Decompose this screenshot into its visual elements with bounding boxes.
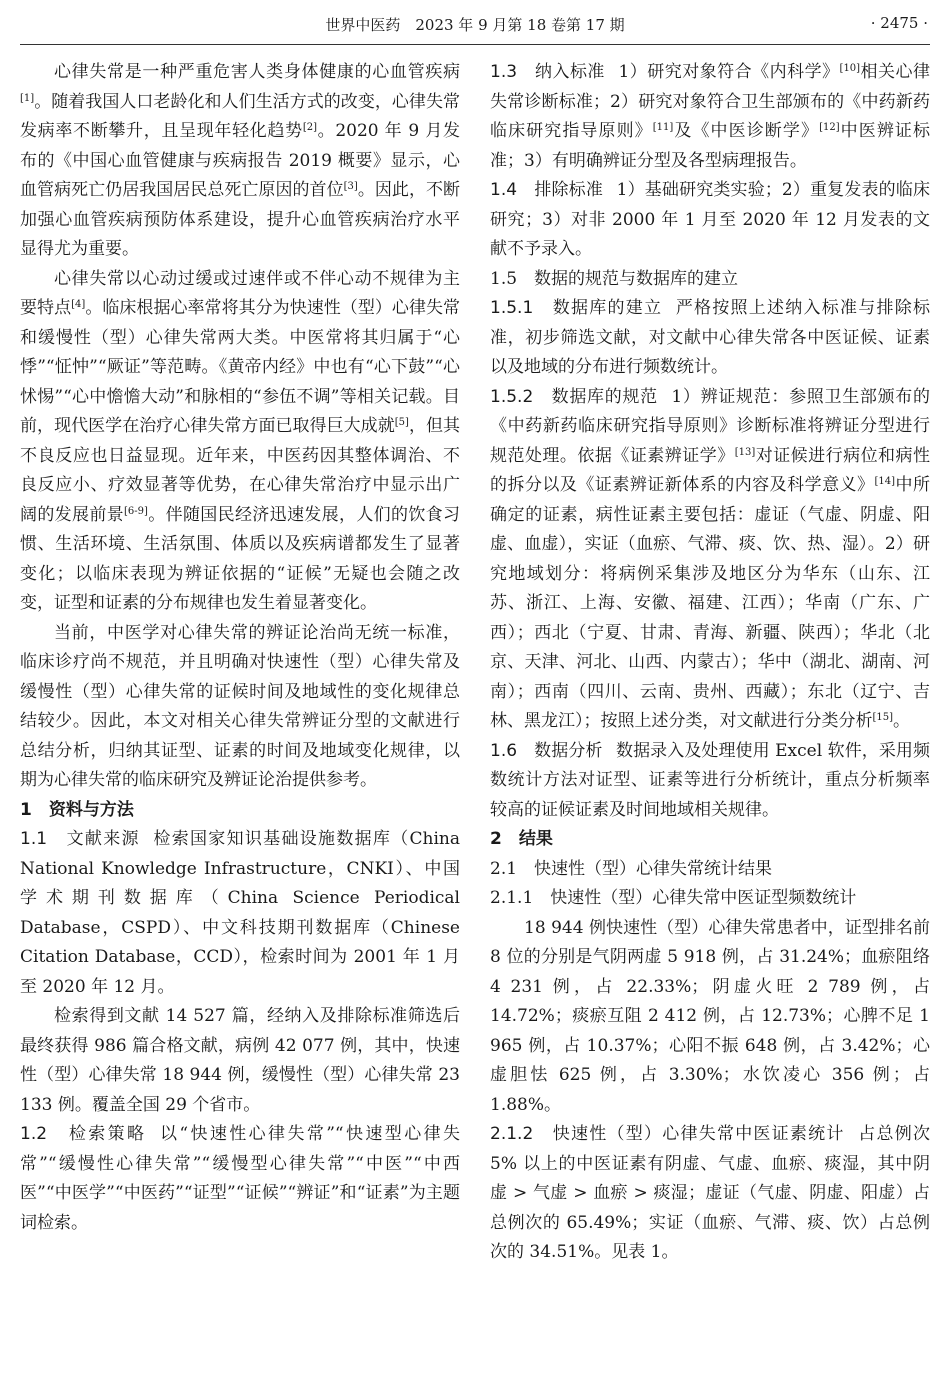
subsection-data-analysis: 1.6 数据分析 数据录入及处理使用 Excel 软件，采用频数统计方法对证型、证素等进行分析统计，重点分析频率较高的证候证素及时间地域相关规律。 [490,740,930,820]
subsection-heading: 1.5.1 数据库的建立 [490,298,663,318]
header-rule [20,44,930,45]
subsection-heading: 1.4 排除标准 [490,180,604,200]
journal-title: 世界中医药 2023 年 9 月第 18 卷第 17 期 [325,16,625,34]
section-heading-methods: 1 资料与方法 [20,799,134,820]
citation[interactable]: [12] [819,122,840,133]
citation[interactable]: [10] [839,63,861,74]
page-number: · 2475 · [870,14,928,32]
syndrome-frequency-paragraph: 18 944 例快速性（型）心律失常患者中，证型排名前 8 位的分别是气阴两虚 5 918 例，占 31.24%；血瘀阻络 4 231 例，占 22.33%；阴虚火旺 2 789 例，占 14.72%；痰瘀互阻 2 412 例，占 12.73%；心脾不足 1 965 例，占 10.37%；心阳不振 648 例，占 3.42%；心虚胆怯 625 例，占 3.30%；水饮凌心 356 例；占 1.88%。 [490,917,930,1115]
subsection-heading: 1.1 文献来源 [20,829,140,849]
intro-paragraph-1: 心律失常是一种严重危害人类身体健康的心血管疾病[1]。随着我国人口老龄化和人们生活方式的改变，心律失常发病率不断攀升，且呈现年轻化趋势[2]。2020 年 9 月发布的《中国心血管健康与疾病报告 2019 概要》显示，心血管病死亡仍居我国居民总死亡原因的首位[3]。因此，不断加强心血管疾病预防体系建设，提升心血管疾病治疗水平显得尤为重要。 [20,62,461,259]
subsection-heading: 1.5.2 数据库的规范 [490,386,658,407]
left-column [20,58,460,1238]
subsection-database-establishment: 1.5.1 数据库的建立 严格按照上述纳入标准与排除标准，初步筛选文献，对文献中心律失常各中医证候、证素以及地域的分布进行频数统计。 [490,298,930,377]
intro-paragraph-2: 心律失常以心动过缓或过速伴或不伴心动不规律为主要特点[4]。临床根据心率常将其分为快速性（型）心律失常和缓慢性（型）心律失常两大类。中医常将其归属于“心悸”“怔忡”“厥证”等范畴。《黄帝内经》中也有“心下鼓”“心怵惕”“心中憺憺大动”和脉相的“参伍不调”等相关记载。目前，现代医学在治疗心律失常方面已取得巨大成就[5]，但其不良反应也日益显现。近年来，中医药因其整体调治、不良反应小、疗效显著等优势，在心律失常治疗中显示出广阔的发展前景[6-9]。伴随国民经济迅速发展，人们的饮食习惯、生活环境、生活氛围、体质以及疾病谱都发生了显著变化；以临床表现为辨证依据的“证候”无疑也会随之改变，证型和证素的分布规律也发生着显著变化。 [20,268,461,613]
citation[interactable]: [5] [394,417,409,428]
subsection-heading: 1.2 检索策略 [20,1124,147,1144]
subsection-syndrome-elements: 2.1.2 快速性（型）心律失常中医证素统计 占总例次 5% 以上的中医证素有阴虚、气虚、血瘀、痰湿，其中阴虚 > 气虚 > 血瘀 > 痰湿；虚证（气虚、阴虚、阳虚）占总例次的 65.49%；实证（血瘀、气滞、痰、饮）占总例次的 34.51%。见表 1。 [490,1124,930,1262]
citation[interactable]: [4] [71,299,86,310]
citation[interactable]: [11] [652,122,674,133]
results-count-paragraph: 检索得到文献 14 527 篇，经纳入及排除标准筛选后最终获得 986 篇合格文献，病例 42 077 例，其中，快速性（型）心律失常 18 944 例，缓慢性（型）心律失常 23 133 例。覆盖全国 29 个省市。 [20,1006,460,1115]
subsection-database-heading: 1.5 数据的规范与数据库的建立 [490,268,739,289]
citation[interactable]: [13] [734,446,756,458]
subsection-search-strategy: 1.2 检索策略 以“快速性心律失常”“快速型心律失常”“缓慢性心律失常”“缓慢型心律失常”“中医”“中西医”“中医学”“中医药”“证型”“证候”“辨证”和“证素”为主题词检索。 [20,1124,460,1233]
citation[interactable]: [6-9] [124,505,148,517]
citation[interactable]: [1] [20,92,35,104]
subsection-database-normalization: 1.5.2 数据库的规范 1）辨证规范：参照卫生部颁布的《中药新药临床研究指导原则》诊断标准将辨证分型进行规范处理。依据《证素辨证学》[13]对证候进行病位和病性的拆分以及《证素辨证新体系的内容及科学意义》[14]中所确定的证素，病性证素主要包括：虚证（气虚、阴虚、阳虚、血虚），实证（血瘀、气滞、痰、饮、热、湿）。2）研究地域划分：将病例采集涉及地区分为华东（山东、江苏、浙江、上海、安徽、福建、江西）；华南（广东、广西）；西北（宁夏、甘肃、青海、新疆、陕西）；华北（北京、天津、河北、山西、内蒙古）；华中（湖北、湖南、河南）；西南（四川、云南、贵州、西藏）；东北（辽宁、吉林、黑龙江）；按照上述分类，对文献进行分类分析[15]。 [490,386,931,731]
subsection-literature-source: 1.1 文献来源 检索国家知识基础设施数据库（China National Knowledge Infrastructure，CNKI）、中国学术期刊数据库（China Science Periodical Database，CSPD）、中文科技期刊数据库（Chinese Citation Database，CCD），检索时间为 2001 年 1 月至 2020 年 12 月。 [20,829,460,997]
citation[interactable]: [15] [872,712,894,723]
subsection-heading: 1.3 纳入标准 [490,62,605,82]
subsection-syndrome-frequency: 2.1.1 快速性（型）心律失常中医证型频数统计 [490,888,857,908]
section-heading-results: 2 结果 [490,829,553,849]
subsection-exclusion-criteria: 1.4 排除标准 1）基础研究类实验；2）重复发表的临床研究；3）对非 2000 年 1 月至 2020 年 12 月发表的文献不予录入。 [490,180,930,259]
subsection-tachyarrhythmia-results: 2.1 快速性（型）心律失常统计结果 [490,858,773,879]
right-column [490,58,930,1268]
citation[interactable]: [2] [302,122,317,133]
subsection-heading: 2.1.2 快速性（型）心律失常中医证素统计 [490,1124,845,1144]
intro-paragraph-3: 当前，中医学对心律失常的辨证论治尚无统一标准，临床诊疗尚不规范，并且明确对快速性（型）心律失常及缓慢性（型）心律失常的证候时间及地域性的变化规律总结较少。因此，本文对相关心律失常辨证分型的文献进行总结分析，归纳其证型、证素的时间及地域变化规律，以期为心律失常的临床研究及辨证论治提供参考。 [20,622,460,790]
subsection-inclusion-criteria: 1.3 纳入标准 1）研究对象符合《内科学》[10]相关心律失常诊断标准；2）研究对象符合卫生部颁布的《中药新药临床研究指导原则》[11]及《中医诊断学》[12]中医辨证标准；3）有明确辨证分型及各型病理报告。 [490,62,931,171]
subsection-heading: 1.6 数据分析 [490,740,603,761]
citation[interactable]: [14] [874,476,896,487]
running-header [0,0,950,52]
citation[interactable]: [3] [343,181,358,192]
